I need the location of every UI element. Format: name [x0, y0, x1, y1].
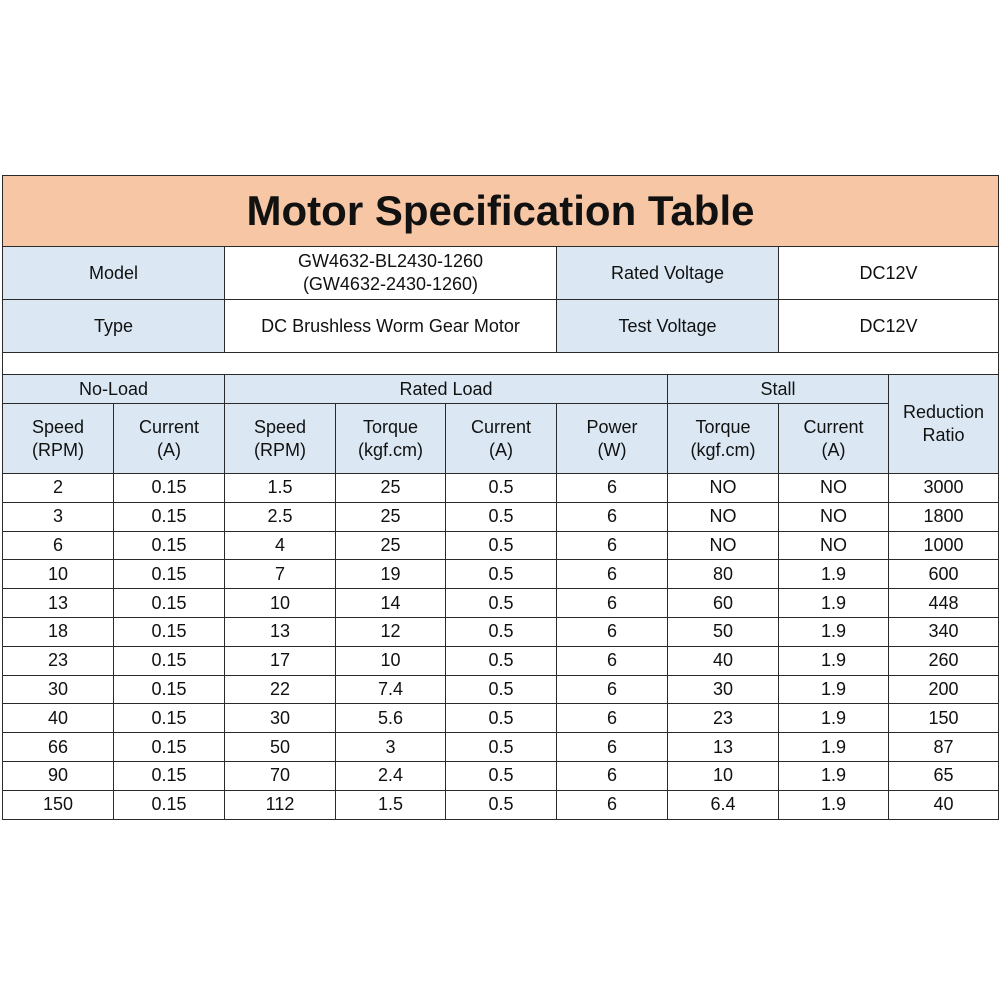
cell-stall-torque: 40 [668, 646, 779, 675]
table-row [3, 589, 999, 618]
cell-rated-torque: 1.5 [336, 790, 446, 819]
subheader-rated-current: Current (A) [446, 404, 557, 474]
spacer-cell [3, 353, 999, 375]
table-row [3, 474, 999, 503]
cell-reduction-ratio: 87 [889, 733, 999, 762]
subheader-noload-speed: Speed (RPM) [3, 404, 114, 474]
table-row [3, 675, 999, 704]
cell-stall-current: 1.9 [779, 733, 889, 762]
cell-rated-current: 0.5 [446, 646, 557, 675]
cell-stall-current: 1.9 [779, 704, 889, 733]
cell-rated-speed: 13 [225, 617, 336, 646]
cell-noload-current: 0.15 [114, 675, 225, 704]
table-row [3, 761, 999, 790]
table-title: Motor Specification Table [3, 176, 999, 247]
cell-rated-speed: 22 [225, 675, 336, 704]
type-value: DC Brushless Worm Gear Motor [225, 300, 557, 353]
type-label: Type [3, 300, 225, 353]
cell-noload-speed: 90 [3, 761, 114, 790]
cell-noload-speed: 10 [3, 560, 114, 589]
cell-rated-torque: 3 [336, 733, 446, 762]
cell-reduction-ratio: 65 [889, 761, 999, 790]
cell-rated-speed: 2.5 [225, 502, 336, 531]
cell-rated-torque: 25 [336, 531, 446, 560]
group-stall: Stall [668, 375, 889, 404]
cell-stall-torque: 23 [668, 704, 779, 733]
cell-rated-speed: 17 [225, 646, 336, 675]
cell-rated-torque: 14 [336, 589, 446, 618]
model-value [225, 247, 557, 300]
cell-rated-power: 6 [557, 589, 668, 618]
table-row [3, 617, 999, 646]
test-voltage-value: DC12V [779, 300, 999, 353]
cell-noload-speed: 150 [3, 790, 114, 819]
cell-noload-speed: 18 [3, 617, 114, 646]
data-rows [3, 474, 999, 820]
subheader-stall-torque: Torque (kgf.cm) [668, 404, 779, 474]
cell-reduction-ratio: 40 [889, 790, 999, 819]
cell-rated-power: 6 [557, 531, 668, 560]
subheader-rated-torque: Torque (kgf.cm) [336, 404, 446, 474]
model-label: Model [3, 247, 225, 300]
cell-stall-torque: 30 [668, 675, 779, 704]
cell-stall-torque: 13 [668, 733, 779, 762]
cell-noload-speed: 40 [3, 704, 114, 733]
cell-noload-speed: 6 [3, 531, 114, 560]
cell-rated-current: 0.5 [446, 502, 557, 531]
cell-stall-torque: NO [668, 531, 779, 560]
subheader-rated-speed: Speed (RPM) [225, 404, 336, 474]
cell-noload-current: 0.15 [114, 474, 225, 503]
table-row [3, 502, 999, 531]
cell-rated-current: 0.5 [446, 560, 557, 589]
table-body [3, 176, 999, 474]
cell-noload-current: 0.15 [114, 589, 225, 618]
cell-rated-power: 6 [557, 790, 668, 819]
cell-reduction-ratio: 150 [889, 704, 999, 733]
title-row [3, 176, 999, 247]
table-row [3, 704, 999, 733]
cell-stall-current: NO [779, 474, 889, 503]
cell-noload-current: 0.15 [114, 733, 225, 762]
cell-rated-power: 6 [557, 617, 668, 646]
cell-rated-current: 0.5 [446, 790, 557, 819]
cell-stall-current: 1.9 [779, 617, 889, 646]
info-row-type [3, 300, 999, 353]
subheader-rated-power: Power (W) [557, 404, 668, 474]
group-rated-load: Rated Load [225, 375, 668, 404]
cell-rated-speed: 112 [225, 790, 336, 819]
cell-reduction-ratio: 600 [889, 560, 999, 589]
cell-reduction-ratio: 260 [889, 646, 999, 675]
model-value-line1: GW4632-BL2430-1260 [297, 251, 484, 271]
cell-rated-power: 6 [557, 675, 668, 704]
cell-noload-current: 0.15 [114, 502, 225, 531]
cell-noload-current: 0.15 [114, 531, 225, 560]
cell-noload-speed: 23 [3, 646, 114, 675]
cell-rated-power: 6 [557, 761, 668, 790]
cell-noload-speed: 66 [3, 733, 114, 762]
cell-rated-power: 6 [557, 502, 668, 531]
cell-rated-current: 0.5 [446, 531, 557, 560]
subheader-noload-current: Current (A) [114, 404, 225, 474]
cell-rated-power: 6 [557, 646, 668, 675]
cell-stall-torque: 80 [668, 560, 779, 589]
cell-rated-speed: 1.5 [225, 474, 336, 503]
cell-reduction-ratio: 1000 [889, 531, 999, 560]
cell-noload-speed: 13 [3, 589, 114, 618]
group-no-load: No-Load [3, 375, 225, 404]
cell-rated-speed: 70 [225, 761, 336, 790]
spacer-row [3, 353, 999, 375]
cell-rated-torque: 10 [336, 646, 446, 675]
test-voltage-label: Test Voltage [557, 300, 779, 353]
cell-rated-speed: 50 [225, 733, 336, 762]
cell-rated-power: 6 [557, 560, 668, 589]
cell-rated-current: 0.5 [446, 733, 557, 762]
cell-rated-speed: 30 [225, 704, 336, 733]
cell-rated-current: 0.5 [446, 761, 557, 790]
cell-noload-speed: 30 [3, 675, 114, 704]
cell-stall-torque: NO [668, 502, 779, 531]
cell-rated-torque: 5.6 [336, 704, 446, 733]
cell-noload-current: 0.15 [114, 761, 225, 790]
cell-noload-current: 0.15 [114, 560, 225, 589]
cell-rated-torque: 25 [336, 474, 446, 503]
cell-rated-torque: 25 [336, 502, 446, 531]
cell-noload-current: 0.15 [114, 704, 225, 733]
cell-stall-current: NO [779, 531, 889, 560]
cell-stall-current: 1.9 [779, 560, 889, 589]
cell-rated-torque: 12 [336, 617, 446, 646]
cell-stall-current: 1.9 [779, 589, 889, 618]
cell-reduction-ratio: 340 [889, 617, 999, 646]
info-row-model [3, 247, 999, 300]
table-row [3, 560, 999, 589]
cell-reduction-ratio: 200 [889, 675, 999, 704]
table-row [3, 733, 999, 762]
cell-rated-torque: 7.4 [336, 675, 446, 704]
cell-stall-current: 1.9 [779, 790, 889, 819]
model-value-line2: (GW4632-2430-1260) [302, 274, 479, 294]
rated-voltage-label: Rated Voltage [557, 247, 779, 300]
cell-stall-current: NO [779, 502, 889, 531]
cell-rated-current: 0.5 [446, 617, 557, 646]
cell-stall-current: 1.9 [779, 761, 889, 790]
cell-noload-current: 0.15 [114, 646, 225, 675]
cell-rated-current: 0.5 [446, 589, 557, 618]
spec-table [2, 175, 999, 820]
cell-rated-current: 0.5 [446, 474, 557, 503]
table-row [3, 790, 999, 819]
subheader-row [3, 404, 999, 474]
cell-stall-torque: 60 [668, 589, 779, 618]
cell-rated-torque: 2.4 [336, 761, 446, 790]
cell-rated-speed: 7 [225, 560, 336, 589]
cell-rated-speed: 10 [225, 589, 336, 618]
cell-stall-current: 1.9 [779, 646, 889, 675]
cell-reduction-ratio: 448 [889, 589, 999, 618]
cell-rated-current: 0.5 [446, 675, 557, 704]
cell-stall-current: 1.9 [779, 675, 889, 704]
cell-noload-current: 0.15 [114, 790, 225, 819]
cell-rated-power: 6 [557, 733, 668, 762]
cell-stall-torque: 10 [668, 761, 779, 790]
table-row [3, 646, 999, 675]
cell-reduction-ratio: 3000 [889, 474, 999, 503]
cell-noload-current: 0.15 [114, 617, 225, 646]
cell-stall-torque: NO [668, 474, 779, 503]
cell-noload-speed: 3 [3, 502, 114, 531]
group-header-row [3, 375, 999, 404]
reduction-ratio-header: Reduction Ratio [889, 375, 999, 474]
subheader-stall-current: Current (A) [779, 404, 889, 474]
cell-rated-torque: 19 [336, 560, 446, 589]
cell-rated-power: 6 [557, 704, 668, 733]
cell-stall-torque: 6.4 [668, 790, 779, 819]
cell-rated-speed: 4 [225, 531, 336, 560]
rated-voltage-value: DC12V [779, 247, 999, 300]
cell-noload-speed: 2 [3, 474, 114, 503]
cell-rated-current: 0.5 [446, 704, 557, 733]
cell-reduction-ratio: 1800 [889, 502, 999, 531]
cell-stall-torque: 50 [668, 617, 779, 646]
table-row [3, 531, 999, 560]
cell-rated-power: 6 [557, 474, 668, 503]
